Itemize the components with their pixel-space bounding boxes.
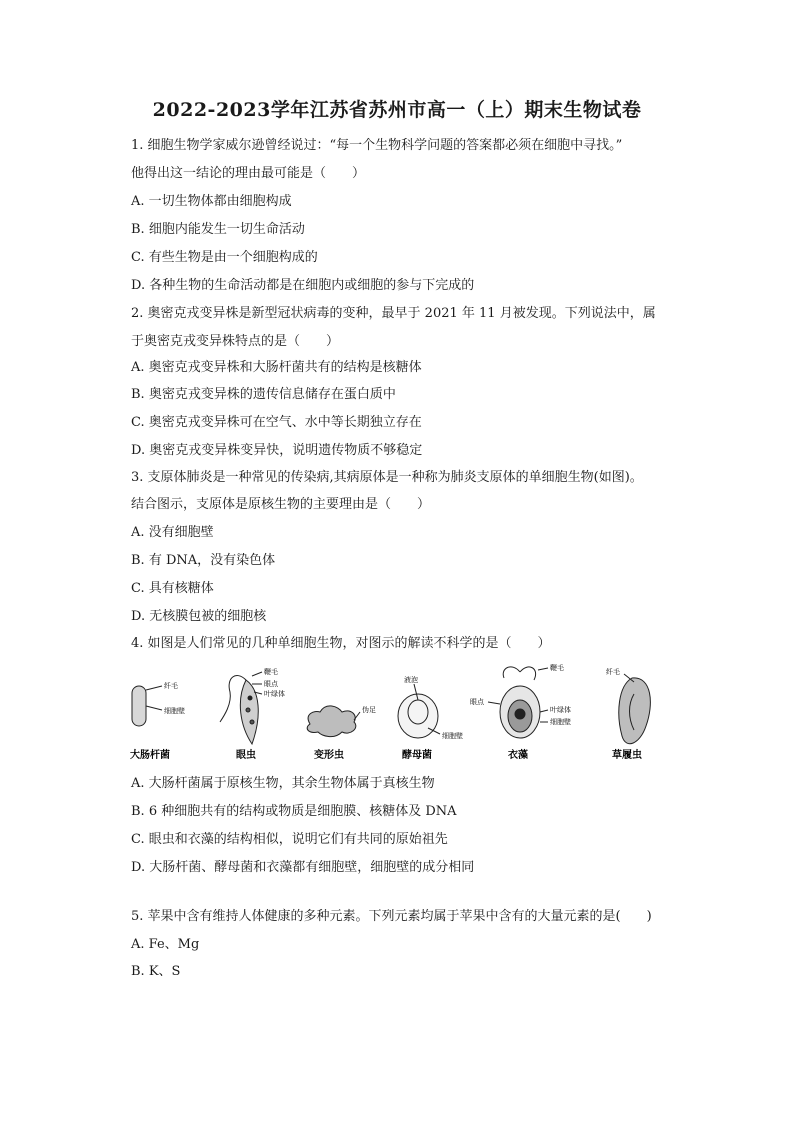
caption-paramecium: 草履虫 <box>612 750 642 761</box>
yeast-wall-label: 细胞壁 <box>442 732 463 740</box>
yeast-drawing <box>398 684 440 738</box>
chlamy-chloroplast-label: 叶绿体 <box>550 706 571 714</box>
q4-option-a: A. 大肠杆菌属于原核生物，其余生物体属于真核生物 <box>131 776 435 791</box>
single-cell-organisms-figure <box>128 664 668 764</box>
chlamydomonas-drawing <box>488 667 548 738</box>
q2-stem-line-1: 2. 奥密克戎变异株是新型冠状病毒的变种，最早于 2021 年 11 月被发现。下列说法中，属 <box>131 306 656 321</box>
caption-amoeba: 变形虫 <box>314 750 344 761</box>
q2-option-c: C. 奥密克戎变异株可在空气、水中等长期独立存在 <box>131 415 422 430</box>
q1-option-a: A. 一切生物体都由细胞构成 <box>131 194 292 209</box>
caption-chlamydomonas: 衣藻 <box>508 750 528 761</box>
q1-stem-line-1: 1. 细胞生物学家威尔逊曾经说过：“每一个生物科学问题的答案都必须在细胞中寻找。” <box>131 138 623 153</box>
q1-option-c: C. 有些生物是由一个细胞构成的 <box>131 250 318 265</box>
ecoli-flagellum-label: 纤毛 <box>164 682 178 690</box>
organisms-illustration <box>128 664 668 764</box>
caption-ecoli: 大肠杆菌 <box>130 750 170 761</box>
q4-option-b: B. 6 种细胞共有的结构或物质是细胞膜、核糖体及 DNA <box>131 804 457 819</box>
paramecium-cilia-label: 纤毛 <box>606 668 620 676</box>
chlamy-flagellum-label: 鞭毛 <box>550 664 564 672</box>
ecoli-wall-label: 细胞壁 <box>164 707 185 715</box>
amoeba-drawing <box>307 706 360 737</box>
q1-option-d: D. 各种生物的生命活动都是在细胞内或细胞的参与下完成的 <box>131 278 475 293</box>
caption-euglena: 眼虫 <box>236 750 256 761</box>
q2-stem-line-2: 于奥密克戎变异株特点的是（ ） <box>131 334 340 349</box>
euglena-flagellum-label: 鞭毛 <box>264 668 278 676</box>
q2-option-a: A. 奥密克戎变异株和大肠杆菌共有的结构是核糖体 <box>131 360 422 375</box>
amoeba-pseudopod-label: 伪足 <box>362 706 376 714</box>
q5-stem-line-1: 5. 苹果中含有维持人体健康的多种元素。下列元素均属于苹果中含有的大量元素的是( ) <box>131 909 652 924</box>
q1-stem-line-2: 他得出这一结论的理由最可能是（ ） <box>131 166 366 181</box>
euglena-drawing <box>220 672 262 744</box>
q4-option-c: C. 眼虫和衣藻的结构相似，说明它们有共同的原始祖先 <box>131 832 448 847</box>
q5-option-a: A. Fe、Mg <box>131 937 200 952</box>
exam-title: 2022-2023学年江苏省苏州市高一（上）期末生物试卷 <box>152 99 642 121</box>
yeast-vacuole-label: 液泡 <box>404 676 418 684</box>
q3-stem-line-2: 结合图示，支原体是原核生物的主要理由是（ ） <box>131 497 431 512</box>
q3-option-b: B. 有 DNA，没有染色体 <box>131 553 276 568</box>
euglena-chloroplast-label: 叶绿体 <box>264 690 285 698</box>
q1-option-b: B. 细胞内能发生一切生命活动 <box>131 222 305 237</box>
q4-option-d: D. 大肠杆菌、酵母菌和衣藻都有细胞壁，细胞壁的成分相同 <box>131 860 475 875</box>
ecoli-drawing <box>132 686 162 726</box>
q3-option-c: C. 具有核糖体 <box>131 581 214 596</box>
q2-option-b: B. 奥密克戎变异株的遗传信息储存在蛋白质中 <box>131 387 396 402</box>
q3-option-d: D. 无核膜包被的细胞核 <box>131 609 267 624</box>
q3-option-a: A. 没有细胞壁 <box>131 525 214 540</box>
chlamy-eyespot-label: 眼点 <box>470 698 484 706</box>
q2-option-d: D. 奥密克戎变异株变异快，说明遗传物质不够稳定 <box>131 443 423 458</box>
q4-stem-line-1: 4. 如图是人们常见的几种单细胞生物，对图示的解读不科学的是（ ） <box>131 636 551 651</box>
euglena-eyespot-label: 眼点 <box>264 680 278 688</box>
caption-yeast: 酵母菌 <box>402 750 432 761</box>
chlamy-wall-label: 细胞壁 <box>550 718 571 726</box>
q5-option-b: B. K、S <box>131 964 181 979</box>
paramecium-drawing <box>619 674 651 744</box>
q3-stem-line-1: 3. 支原体肺炎是一种常见的传染病,其病原体是一种称为肺炎支原体的单细胞生物(如图)。 <box>131 470 643 485</box>
